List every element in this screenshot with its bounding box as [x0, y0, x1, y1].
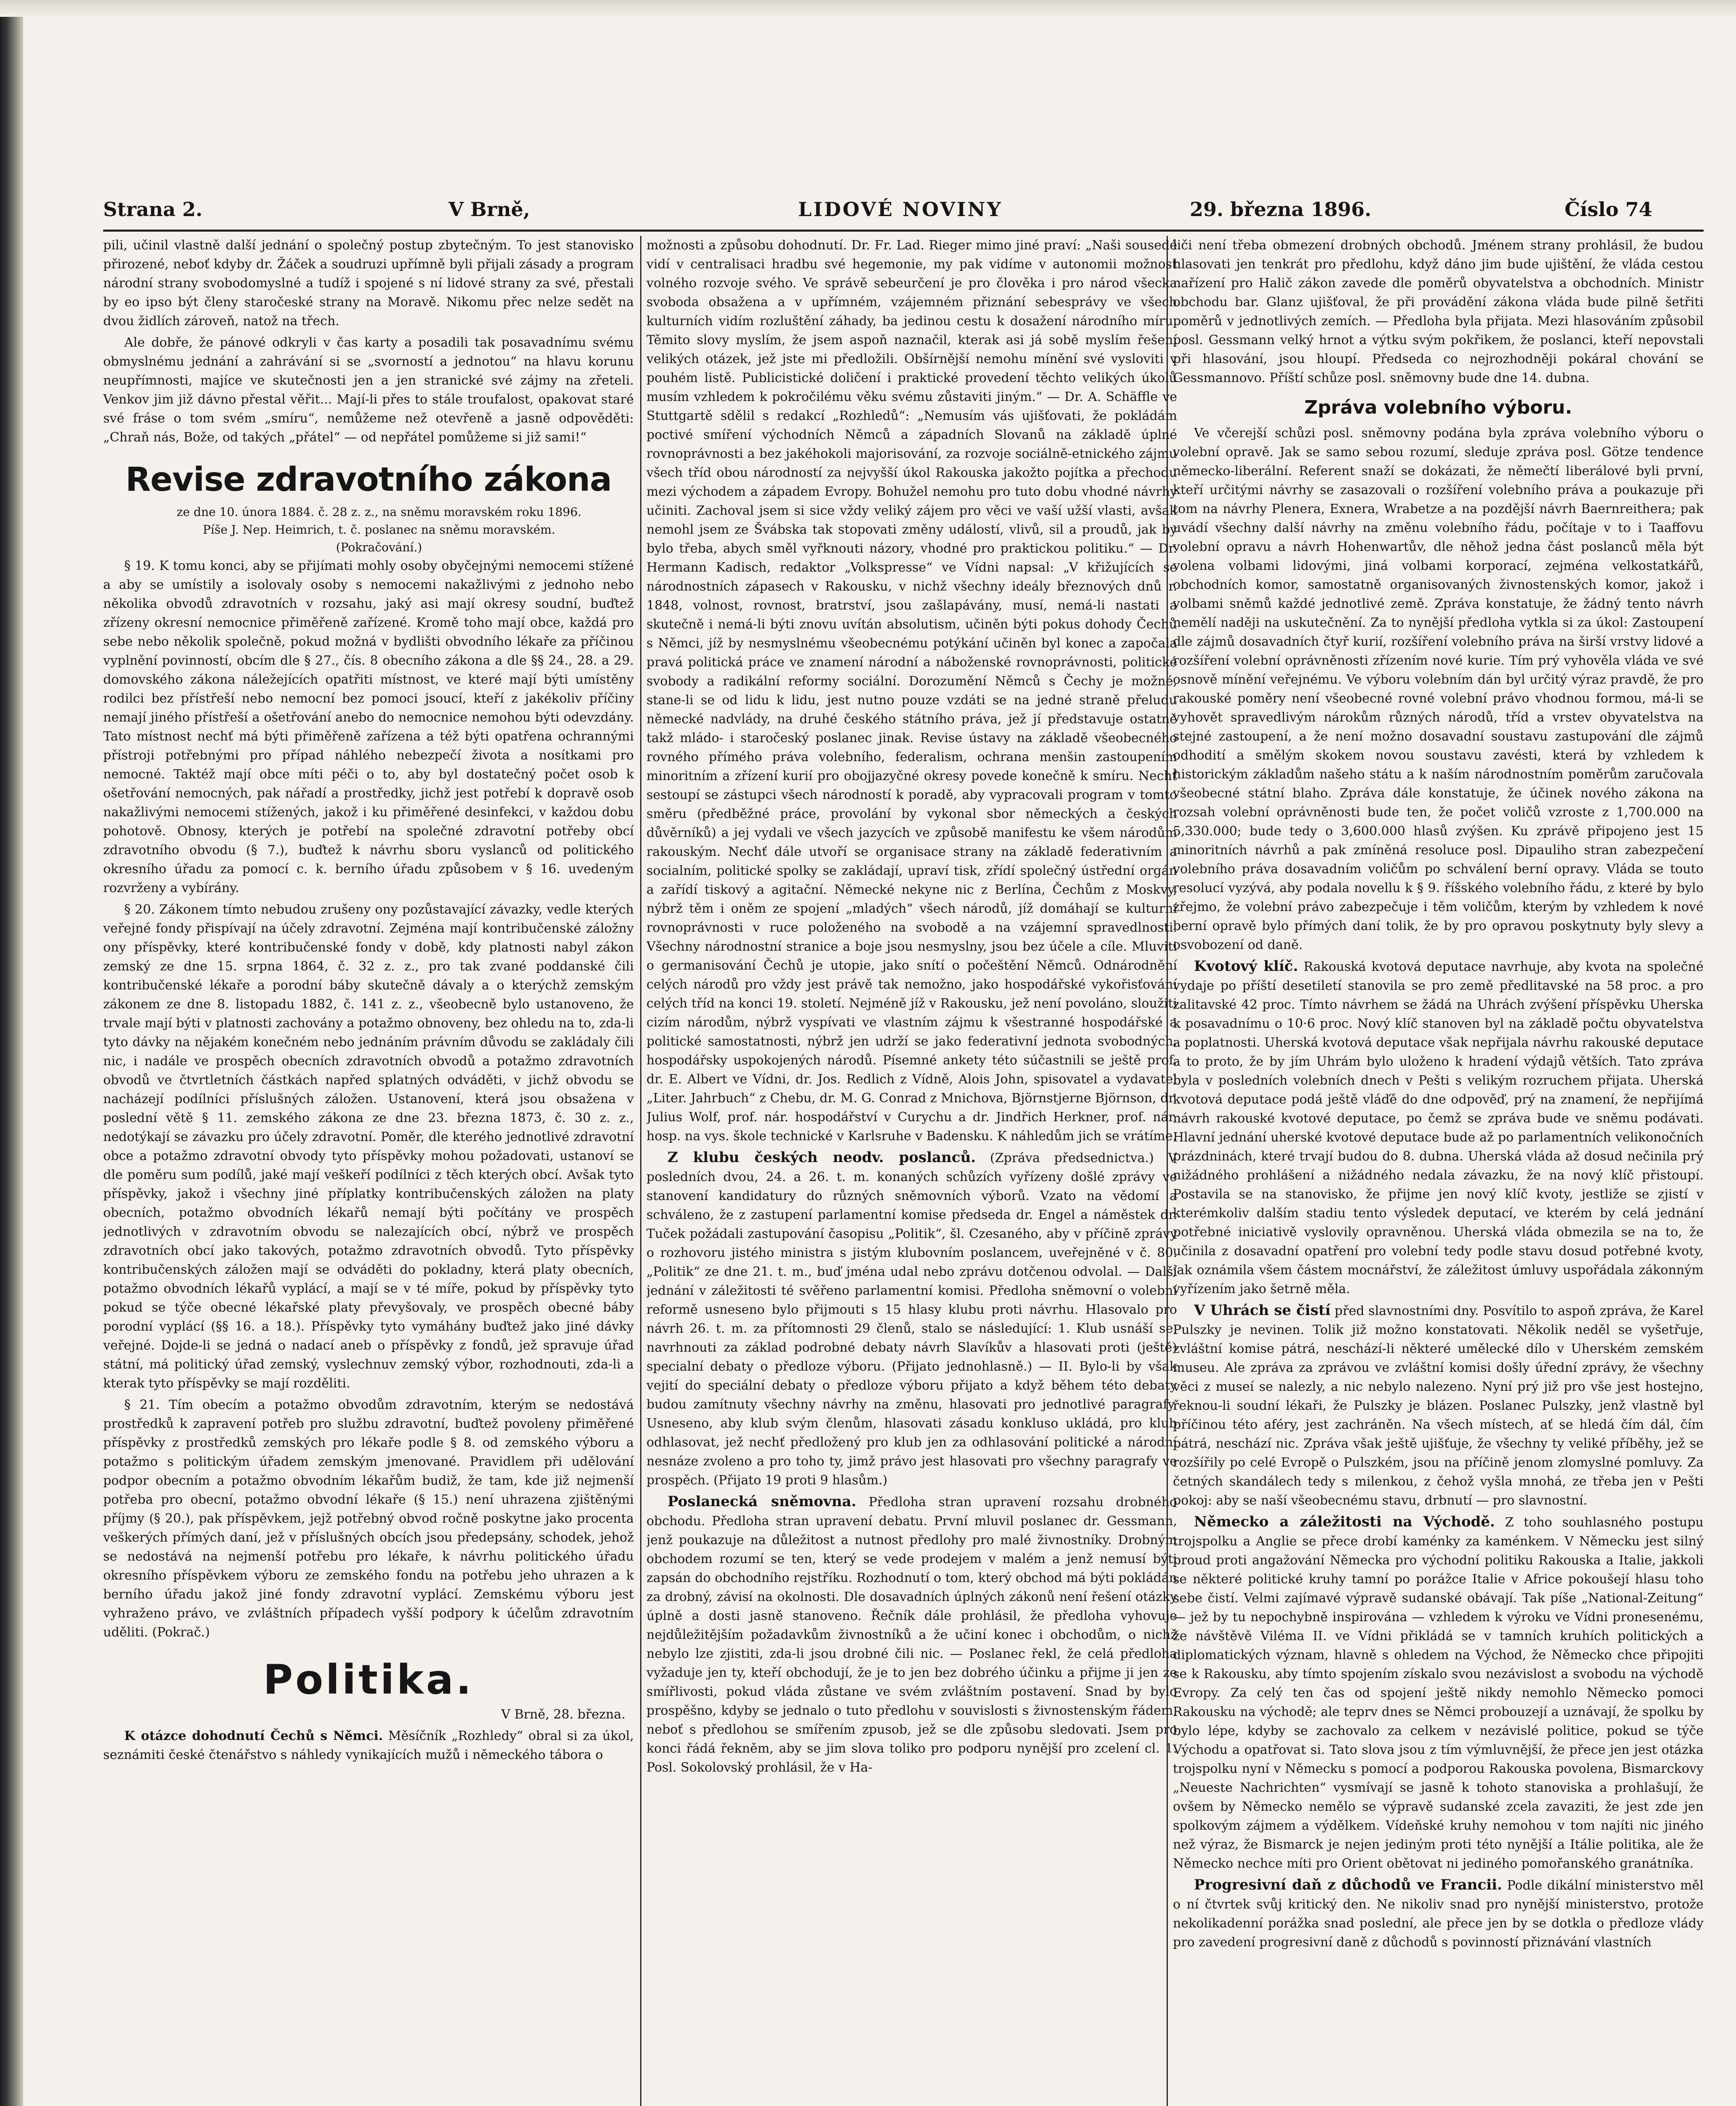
article-paragraph: [1173, 1513, 1704, 1873]
article-text: Podle dikální ministerstvo měl o ní čtvrtek svůj kritický den. Ne nikoliv snad pro nynější ministerstvo, protože nekolikadenní porážka snad poslední, ale přece jen by se dotkla o předloze vlády pro zavedení progresivní daně z důchodů s povinností přiznávání vlastních: [1173, 1878, 1704, 1950]
article-paragraph: [103, 1726, 634, 1764]
inline-heading: Německo a záležitosti na Východě.: [1194, 1513, 1495, 1530]
section-heading-politika: Politika.: [263, 1656, 474, 1703]
column-2: [646, 236, 1177, 2106]
article-paragraph: možnosti a způsobu dohodnutí. Dr. Fr. Lad. Rieger mimo jiné praví: „Naši sousedé vidí v centralisaci hradbu své hegemonie, my pak vidíme v autonomii možnost volného rozvoje svého. Ve správě sebeurčení je pro člověka i pro národ všecka svoboda obsažena a v upřímném, vzájemném přiznání sebesprávy ve všech kulturních vidím rozluštění záhady, ba jedinou cestu k dosažení národního míru. Těmito slovy myslím, že jsem aspoň naznačil, kterak asi já sobě myslím řešení velikých otázek, jež jste mi předložili. Obšírnější nemohu mínění své vysloviti v pouhém listě. Publicistické doličení i praktické provedení těchto velikých úkolů musím vzhledem k pokročilému věku svému zůstaviti jiným.“ — Dr. A. Schäffle ve Stuttgartě sdělil s redakcí „Rozhledů“: „Nemusím vás ujišťovati, že pokládám poctivé smíření východních Němců a západních Slovanů na základě úplné rovnoprávnosti a bez jakéhokoli majorisování, za rozvoje sociálně-etnického zájmu všech tříd obou národností za nejvyšší úkol Rakouska jakožto pojítka a přechodu mezi východem a západem Evropy. Bohužel nemohu pro tuto dobu vhodné návrhy učiniti. Zachoval jsem si sice vždy veliký zájem pro věci ve vaší užší vlasti, avšak nemohl jsem ze Švábska tak stopovati změny událostí, vlivů, sil a proudů, jak by bylo třeba, abych směl vyřknouti názory, vhodné pro praktickou politiku.“ — Dr. Hermann Kadisch, redaktor „Volkspresse“ ve Vídni napsal: „V křižujících se národnostních zápasech v Rakousku, v nichž všechny ideály březnových dnů r. 1848, volnost, rovnost, bratrství, jsou zašlapávány, musí, nemá-li nastati a skutečně i nemá-li býti znovu uvítán absolutism, učiněn býti pokus dohody Čechů s Němci, jíž by nesmyslnému všeobecnému potýkání učiněn byl konec a započala pravá politická práce ve znamení národní a náboženské rovnoprávnosti, politické svobody a radikální reformy sociální. Dorozumění Němců s Čechy je možné, stane-li se od lidu k lidu, jest nutno pouze vzdáti se na jedné straně přeludu německé nadvlády, na druhé českého státního práva, jež jí představuje ostatně takž mládo- i staročeský poslanec jinak. Revise ústavy na základě všeobecného rovného přímého práva volebního, federalism, ochrana menšin zastoupením minoritním a zřízení kurií pro obojjazyčné okresy povede konečně k smíru. Nechť sestoupí se zástupci všech národností k poradě, aby vypracovali program v tomto směru (předběžné práce, provolání by vykonal sbor německých a českých důvěrníků) a jej vydali ve všech jazycích ve způsobě manifestu ke všem národům rakouským. Nechť dále utvoří se organisace strany na základě federativním a socialním, politické spolky se zakládají, upraví tisk, zřídí společný ústřední orgán a zařídí tiskový a agitační. Německé nekyne nic z Berlína, Čechům z Moskvy, nýbrž těm i oněm ze spojení „mladých“ všech národů, jíž domáhají se kulturní rovnoprávnosti v ruce položeného na svobodě a na vzájemní spravedlnosti. Všechny národnostní stranice a boje jsou nesmyslny, jsou bez účele a cíle. Mluviti o germanisování Čechů je utopie, jako snítí o počeštění Němců. Odnárodnění celých národů pro vždy jest právě tak nemožno, jako hospodářské vykořisťování celých tříd na konci 19. století. Nejméně jíž v Rakousku, jež není povoláno, sloužiti cizím národům, nýbrž vyspívati ve vlastním zájmu k všestranné hospodářské a politické samostatnosti, nýbrž jen udrží se jako federativní jednota svobodných, hospodářsky uspokojených národů. Písemné ankety této súčastnili se ještě prof. dr. E. Albert ve Vídni, dr. Jos. Redlich z Vídně, Alois John, spisovatel a vydavatel „Liter. Jahrbuch“ z Chebu, dr. M. G. Conrad z Mnichova, Björnstjerne Björnson, dr. Julius Wolf, prof. nár. hospodářství v Curychu a dr. Jindřich Herkner, prof. nár. hosp. na vys. škole technické v Karlsruhe v Badensku. K náhledům jich se vrátíme.: [646, 238, 1177, 1144]
article-text: Rakouská kvotová deputace navrhuje, aby kvota na společné vydaje po příští desetiletí stanovila se pro země předlitavské na 58 proc. a pro zalitavské 42 proc. Tímto návrhem se žádá na Uhrách zvýšení příspěvku Uherska k posavadnímu o 10·6 proc. Nový klíč stanoven byl na základě počtu obyvatelstva a poplatnosti. Uherská kvotová deputace však nepřijala návrhu rakouské deputace a to proto, že by jím Uhrám bylo uloženo k hradení výdajů větších. Tato zpráva byla v posledních volebních dnech v Pešti s velikým rozruchem přijata. Uherská kvotová deputace podá ještě vláďě do dne odpověď, prý na znamení, že nepřijímá návrh rakouské kvotové deputace, po čemž se zpráva bude ve sněmu podávati. Hlavní jednání uherské kvotové deputace bude až po parlamentních velikonočních prázdninách, které trvají budou do 8. dubna. Uherská vláda až dosud nečinila prý nižádného prohlášení a nižádného nedala závazku, že na nový klíč přistoupí. Postavila se na stanovisko, že přijme jen nový klíč kvoty, jestliže se zjistí v kterémkoliv dalším stadiu tento výsledek deputací, ve kterém by celá jednání potřebné iniciativě vyslovily opravněnou. Uherská vláda obmezila se na to, že učinila z dosavadní opatření pro volební tedy podle stavu dosud potřebné kvoty, jak oznámila všem částem mocnářství, že záležitost úmluvy uspořádala zákonným vyřízením jako šetrně měla.: [1173, 959, 1704, 1296]
article-text: před slavnostními dny. Posvítilo to aspoň zpráva, že Karel Pulszky je nevinen. Tolik již možno konstatovati. Několik neděl se vyšetřuje, zvláštní komise pátrá, neschází-li některé umělecké dílo v Uherském zemském museu. Ale zpráva za zprávou ve zvláštní komisi došly úřední zprávy, že všechny věci z museí se nalezly, a nic nebylo nalezeno. Nyní prý již pro vše jest hostejno, řeknou-li soudní lékaři, že Pulszky je blázen. Poslanec Pulszky, jenž vlastně byl příčinou této aféry, jest zachráněn. Na všech místech, ať se hledá čím dál, čím pátrá, neschází nic. Zpráva však ještě ujišťuje, že všechny ty veliké příběhy, jež se rozšířily po celé Evropě o Pulszkém, jsou na příčině jenom zlomyslné pomluvy. Za četných skandálech tedy s milenkou, z čehož vyšla mnohá, ze třeba jen v Pešti pokoj: aby se naší všeobecnému stavu, drbnutí — pro slavnostní.: [1173, 1304, 1704, 1508]
issue-date: 29. března 1896.: [1190, 198, 1372, 221]
article-text: Předloha stran upravení rozsahu drobného obchodu. Předloha stran upravení debatu. První mluvil poslanec dr. Gessmann, jenž poukazuje na důležitost a nutnost předlohy pro malé živnostníky. Drobným obchodem rozumí se ten, který se vede prodejem v malém a jenž nemusí býti zapsán do obchodního rejstříku. Rozhodnutí o tom, který obchod má býti pokládán za drobný, závisí na okolnosti. Dle dosavadních úplných zákonů není řešení otázky úplně a dosti jasně stanoveno. Řečník dále prohlásil, že předloha vyhovuje nejdůležitějším požadavkům živnostníků a že učiní konec i obchodům, o nichž nebylo lze zjistiti, zda-li jsou drobné čili nic. — Poslanec řekl, že celá předloha vyžaduje jen ty, kteří obchodují, že je to jen bez dobrého účinku a přijme ji jen ze smířlivosti, pokud vláda zůstane ve svém zvláštním postavení. Snad by bylo prospěšno, kdyby se jednalo o tuto předlohu v souvislosti s živnostenským řádem, neboť s předlohou se smířením zpusob, jež se dle způsobu sledovati. Jsem pro konci řádá řekněm, aby se jim slova toliko pro podporu nynější pro zcelení cl. 1. Posl. Sokolovský prohlásil, že v Ha-: [646, 1495, 1177, 1775]
newspaper-title: LIDOVÉ NOVINY: [798, 198, 1003, 221]
inline-heading: Poslanecká sněmovna.: [668, 1493, 857, 1510]
article-text: Z toho souhlasného postupu trojspolku a Anglie se přece drobí kaménky za kaménkem. V Německu jest silný proud proti angažování Německa pro východní politiku Rakouska a Italie, jakkoli se některé politické kruhy tamní po porážce Italie v Africe pokoušejí hlasu toho sebe čistí. Velmi zajímavé výpravě sudanské obávají. Tak píše „National-Zeitung“ — jež by tu nepochybně inspirována — vzhledem k výroku ve Vídni pronesenému, že návštěvě Viléma II. ve Vídni přikládá se v tamních kruhích politických a diplomatických význam, hlavně s ohledem na Východ, že Německo chce připojiti se k Rakousku, aby tímto spojením získalo svou nezávislost a svobodu na východě Evropy. Za celý ten čas od spojení ještě nikdy nemohlo Německo pomoci Rakousku na východě; ale teprv dnes se Němci probouzejí a uznávají, že spolku by bylo lépe, kdyby se zachovalo za celkem v nezávislé politice, pokud se týče Východu a opatřovat si. Tato slova jsou z tím výmluvnější, že přece jen jest otázka trojspolku nyní v Německu s pomocí a podporou Rakouska povolena, Bismarckovy „Neueste Nachrichten“ vysmívají se jasně k tohoto stanoviska a prohlašují, že ovšem by Německo nemělo se výpravě sudanské zcela zavaziti, že jest zde jen spolkovým zájmem a výdělkem. Vídeňské kruhy nemohou v tom najíti nic jiného než výraz, že Bismarck je nejen jediným proti této nynější a Itálie politika, ale že Německo nechce míti pro Orient obětovat ni jediného pomořanského granátníka.: [1173, 1515, 1704, 1871]
article-subheading: ze dne 10. února 1884. č. 28 z. z., na sněmu moravském roku 1896.: [176, 505, 582, 519]
header-rule: [103, 230, 1704, 232]
inline-heading: V Uhrách se čistí: [1194, 1302, 1331, 1319]
article-paragraph: § 19. K tomu konci, aby se přijímati mohly osoby obyčejnými nemocemi stížené a aby se umístily a isolovaly osoby s nemocemi nakažlivými z jednoho nebo několika obvodů zdravotních v rozsahu, jaký asi mají okresy soudní, buďtež zřízeny okresní nemocnice přiměřeně zařízené. Kromě toho mají obce, každá pro sebe nebo několik společně, pokud možná v bydlišti obvodního lékaře za příčinou vyplnění povinností, obcím dle § 27., čís. 8 obecního zákona a dle §§ 24., 28. a 29. domovského zákona náležejících opatřiti místnost, ve které mají býti umístěny rodilci bez přístřeší nebo nemocní bez pomoci jsoucí, kteří z jakékoliv příčiny nemají jiného přístřeší a ošetřování anebo do nemocnice nemohou býti odevzdány. Tato místnost nechť má býti přiměřeně zařízena a též býti opatřena ochrannými přístroji potřebnými pro případ náhlého nebezpečí života a nosítkami pro nemocné. Taktéž mají obce míti péči o to, aby byl dostatečný počet osob k ošetřování nemocných, pak nářadí a prostředky, jichž jest potřebí k dopravě osob nakažlivými nemocemi stížených, jakož i ku přiměřené desinfekci, v každou dobu pohotově. Obnosy, kterých je potřebí na společné zdravotní potřeby obcí zdravotního obvodu (§ 7.), buďtež k návrhu sboru vyslanců od politického okresního úřadu za pomocí c. k. berního úřadu způsobem v § 16. uvedeným rozvrženy a vybírány.: [103, 559, 634, 895]
article-paragraph: § 20. Zákonem tímto nebudou zrušeny ony pozůstavající závazky, vedle kterých veřejné fondy přispívají na účely zdravotní. Zejména mají kontribučenské záložny ony příspěvky, které kontribučenské fondy v době, kdy platnosti nabyl zákon zemský ze dne 15. srpna 1864, č. 32 z. z., pro tak zvané poddanské čili kontribučenské lékaře a porodní báby skutečně dávaly a o kterýchž zemským zákonem ze dne 8. listopadu 1882, č. 141 z. z., všeobecně bylo ustanoveno, že trvale mají býti v platnosti zachovány a potažmo obnoveny, bez ohledu na to, zda-li tyto dávky na nějakém konečném nebo jednáním právním důvodu se zakládaly čili nic, i nadále ve prospěch obecních zdravotních obvodů a potažmo zdravotních obvodů ve čtvrtletních částkách napřed splatných odváděti, v jichž obvodu se nacházejí podílníci příslušných záložen. Ustanovení, která jsou obsažena v poslední větě § 11. zemského zákona ze dne 23. března 1873, č. 30 z. z., nedotýkají se závazku pro účely zdravotní. Poměr, dle kterého jednotlivé zdravotní obce a potažmo zdravotní obvody tyto příspěvky mohou požadovati, ustanoví se dle poměru sum podílů, jaké mají veškeří podílníci z těch kterých obcí. Avšak tyto příspěvky, jakož i všechny jiné příplatky kontribučenských záložen na platy obecních, potažmo obvodních lékařů nemají býti počítány ve prospěch jednotlivých v zdravotním obvodu se nalezajících obcí, nýbrž ve prospěch zdravotních obcí jako takových, potažmo zdravotních obvodů. Tyto příspěvky kontribučenských záložen mají se odváděti do pokladny, která platy obecních, potažmo obvodních lékařů vyplácí, a mají se v té míře, pokud by příspěvky tyto pokud se týče obecné lékařské platy převyšovaly, ve prospěch obecné báby porodní vyplácí (§§ 16. a 18.). Příspěvky tyto vymáhány buďtež jako jiné dávky veřejné. Dojde-li se jedná o nadací aneb o příspěvky z fondů, jež spravuje úřad státní, má politický úřad zemský, vyslechnuv zemský výbor, rozhodnouti, zda-li a kterak tyto příspěvky se mají rozděliti.: [103, 902, 634, 1391]
place-label: V Brně,: [449, 198, 530, 221]
issue-number: Číslo 74: [1565, 198, 1653, 221]
article-paragraph: liči není třeba obmezení drobných obchodů. Jménem strany prohlásil, že budou hlasovati jen tenkrát pro předlohu, když dáno jim bude ujištění, že vláda cestou nařízení pro Halič zákon zavede dle poměrů obyvatelstva a obchodních. Ministr obchodu bar. Glanz ujišťoval, že při provádění zákona vláda bude pilně šetřiti poměrů v jednotlivých zemích. — Předloha byla přijata. Mezi hlasováním způsobil posl. Gessmann velký hrnot a výtku svým pokřikem, že poslanci, kteří nepovstali při hlasování, jsou hloupí. Předseda co nejrozhodněji pokáral chování se Gessmannovo. Příští schůze posl. sněmovny bude dne 14. dubna.: [1173, 238, 1704, 385]
top-shadow: [0, 0, 1736, 17]
article-continuation: (Pokračování.): [336, 540, 422, 554]
article-paragraph: [1173, 957, 1704, 1299]
article-byline: Píše J. Nep. Heimrich, t. č. poslanec na sněmu moravském.: [203, 523, 556, 537]
page-number: Strana 2.: [103, 198, 203, 221]
column-1: [103, 236, 634, 2106]
article-heading: Revise zdravotního zákona: [125, 461, 612, 499]
inline-heading: Progresivní daň z důchodů ve Francii.: [1194, 1876, 1502, 1893]
article-text: Měsíčník „Rozhledy“ obral si za úkol, seznámiti české čtenářstvo s náhledy vynikajících mužů i německého tábora o: [103, 1729, 634, 1762]
column-divider: [640, 236, 641, 2106]
section-heading: Zpráva volebního výboru.: [1304, 397, 1572, 418]
article-text: (Zpráva předsednictva.) V posledních dvou, 24. a 26. t. m. konaných schůzích vyřízeny došlé zprávy ve stanovení kandidatury do různých sněmovních výborů. Vzato na vědomí a schváleno, že z zastupení parlamentní komise předseda dr. Engel a náměstek dr. Tuček požádali zastupování časopisu „Politik“, šl. Czesaného, aby v příčině zprávy o rozhovoru jistého ministra s jistým klubovním poslancem, uveřejněné v č. 80. „Politik“ ze dne 21. t. m., buď jména udal nebo zprávu dotčenou odvolal. — Další jednání v záležitosti té svěřeno parlamentní komisi. Předloha sněmovní o volební reformě usneseno bylo přijmouti s 15 hlasy klubu proti návrhu. Hlasovalo pro návrh 26. t. m. za přítomnosti 29 členů, stalo se následující: 1. Klub usnáší se, navrhnouti za základ podrobné debaty návrh Slavíkův a hlasovati proti (ještě) specialní debaty o předloze výboru. (Přijato jednohlasně.) — II. Bylo-li by však vejití do speciální debaty o předloze výboru přijato a když během této debaty budou zamítnuty všechny návrhy na změnu, hlasovati pro jednotlivé paragrafy. Usneseno, aby klub svým členům, hlasovati zásadu konkluso ukládá, pro klub odhlasovat, jež nechť předložený pro klub jen za odhlasování politické a národní nesnáze zvoleno a pro toho ty, jimž právo jest hlasovati pro všechny paragrafy ve prospěch. (Přijato 19 proti 9 hlasům.): [646, 1151, 1177, 1488]
article-paragraph: [1173, 1301, 1704, 1510]
article-paragraph: [646, 1148, 1177, 1490]
inline-heading: Kvotový klíč.: [1194, 958, 1298, 975]
binding-shadow: [0, 0, 23, 2106]
page-header: [103, 198, 1704, 232]
dateline: V Brně, 28. března.: [501, 1707, 625, 1722]
article-paragraph: Ale dobře, že pánové odkryli v čas karty a posadili tak posavadnímu svému obmyslnému jednání a zahrávání si se „svorností a jednotou“ na hlavu korunu neupřímnosti, majíce ve skutečnosti jen a jen stranické své zájmy na zřeteli. Venkov jim již dávno přestal věřit... Mají-li přes to stále troufalost, opakovat staré své fráse o tom svém „smíru“, nemůžeme než otevřeně a jasně odpověděti: „Chraň nás, Bože, od takých „přátel“ — od nepřátel pomůžeme si již sami!“: [103, 335, 634, 445]
article-paragraph: § 21. Tím obecím a potažmo obvodům zdravotním, kterým se nedostává prostředků k zapravení potřeb pro službu zdravotní, buďtež povoleny přiměřené příspěvky z prostředků zemských pro lékaře podle § 8. od zemského výboru a potažmo s politickým úřadem zemským jmenované. Pravidlem při udělování podpor obecním a potažmo obvodním lékařům budiž, že tam, kde již nejmenší potřeba pro obecní, potažmo obvodní lékaře (§ 15.) není uhrazena zjištěnými příjmy (§ 20.), pak příspěvkem, jejž potřebný obvod ročně poskytne jako procenta veškerých přímých daní, jež v příslušných obcích jsou předepsány, schodek, jehož se nedostává na nejmenší potřebu pro lékaře, k návrhu politického úřadu okresního příspěvkem výboru ze zemského fondu na potřebu jeho uhrazen a k berního úřadu jakož jiné fondy zdravotní vyplácí. Zemskému výboru jest vyhraženo právo, ve zvláštních případech vyšší podpory k účelům zdravotním uděliti. (Pokrač.): [103, 1398, 634, 1640]
inline-heading: K otázce dohodnutí Čechů s Němci.: [124, 1729, 383, 1743]
article-paragraph: pili, učinil vlastně další jednání o společný postup zbytečným. To jest stanovisko přirozené, neboť kdyby dr. Žáček a soudruzi upřímně byli přijali zásady a program národní strany svobodomyslné a tudíž i spojené s ní lidové strany za své, přestali by eo ipso být členy staročeské strany na Moravě. Nikomu přec nelze sedět na dvou židlích zároveň, natož na třech.: [103, 238, 634, 329]
article-paragraph: [646, 1492, 1177, 1777]
column-3: [1173, 236, 1704, 2106]
article-paragraph: Ve včerejší schůzi posl. sněmovny podána byla zpráva volebního výboru o volební opravě. Jak se samo sebou rozumí, sleduje zpráva posl. Götze tendence německo-liberální. Referent snaží se dokázati, že němečtí liberálové byli první, kteří určitými návrhy se zasazovali o rozšíření volebního práva a poukazuje při tom na návrhy Plenera, Exnera, Wrabetze a na pozdější návrh Baernreithera; pak uvádí všechny další návrhy na změnu volebního řádu, počítaje v to i Taaffovu volební opravu a návrh Hohenwartův, dle něhož jedna část poslanců měla být volena volbami lidovými, jiná volbami korporací, zejména velkostatkářů, obchodních komor, samostatně organisovaných živnostenských komor, jakož i volbami sněmů každé jednotlivé země. Zpráva konstatuje, že žádný tento návrh nemělí naději na uskutečnění. Za to nynější předloha vytkla si za úkol: Zastoupení dle zájmů dosavadních čtyř kurií, rozšíření volebního práva na širší vrstvy lidové a rozšíření volební oprávněnosti zřízením nové kurie. Tím prý vyhověla vláda ve své osnově mínění veřejnému. Ve výboru volebním dán byl určitý výraz pravdě, že pro rakouské poměry není všeobecné rovné volební právo vhodnou formou, má-li se vyhovět spravedlivým nárokům různých národů, tříd a vrstev obyvatelstva na stejné zastoupení, a že není možno dosavadní soustavu zastupování dle zájmů odhodití a smělým skokem novou soustavu zavésti, která by vzhledem k historickým základům našeho státu a k naším národnostním poměrům zaručovala všeobecné státní blaho. Zpráva dále konstatuje, že účinek nového zákona na rozsah volební oprávněnosti bude ten, že počet voličů vzroste z 1,700.000 na 5,330.000; bude tedy o 3,600.000 hlasů zvýšen. Ku zprávě připojeno jest 15 minoritních návrhů a pak zmíněná resoluce posl. Dipauliho stran zabezpečení volebního práva dosavadním voličům po schválení berní opravy. Vláda se touto resolucí vyzývá, aby podala novellu k § 9. říšského volebního řádu, z které by bylo zřejmo, že volební právo zabezpečuje i těm voličům, kterým by vzhledem k nové berní opravě bylo přímých daní tolik, že by pro opravou poskytnuty byly slevy a osvobození od daně.: [1173, 426, 1704, 952]
inline-heading: Z klubu českých neodv. poslanců.: [668, 1149, 976, 1166]
article-paragraph: [1173, 1876, 1704, 1952]
